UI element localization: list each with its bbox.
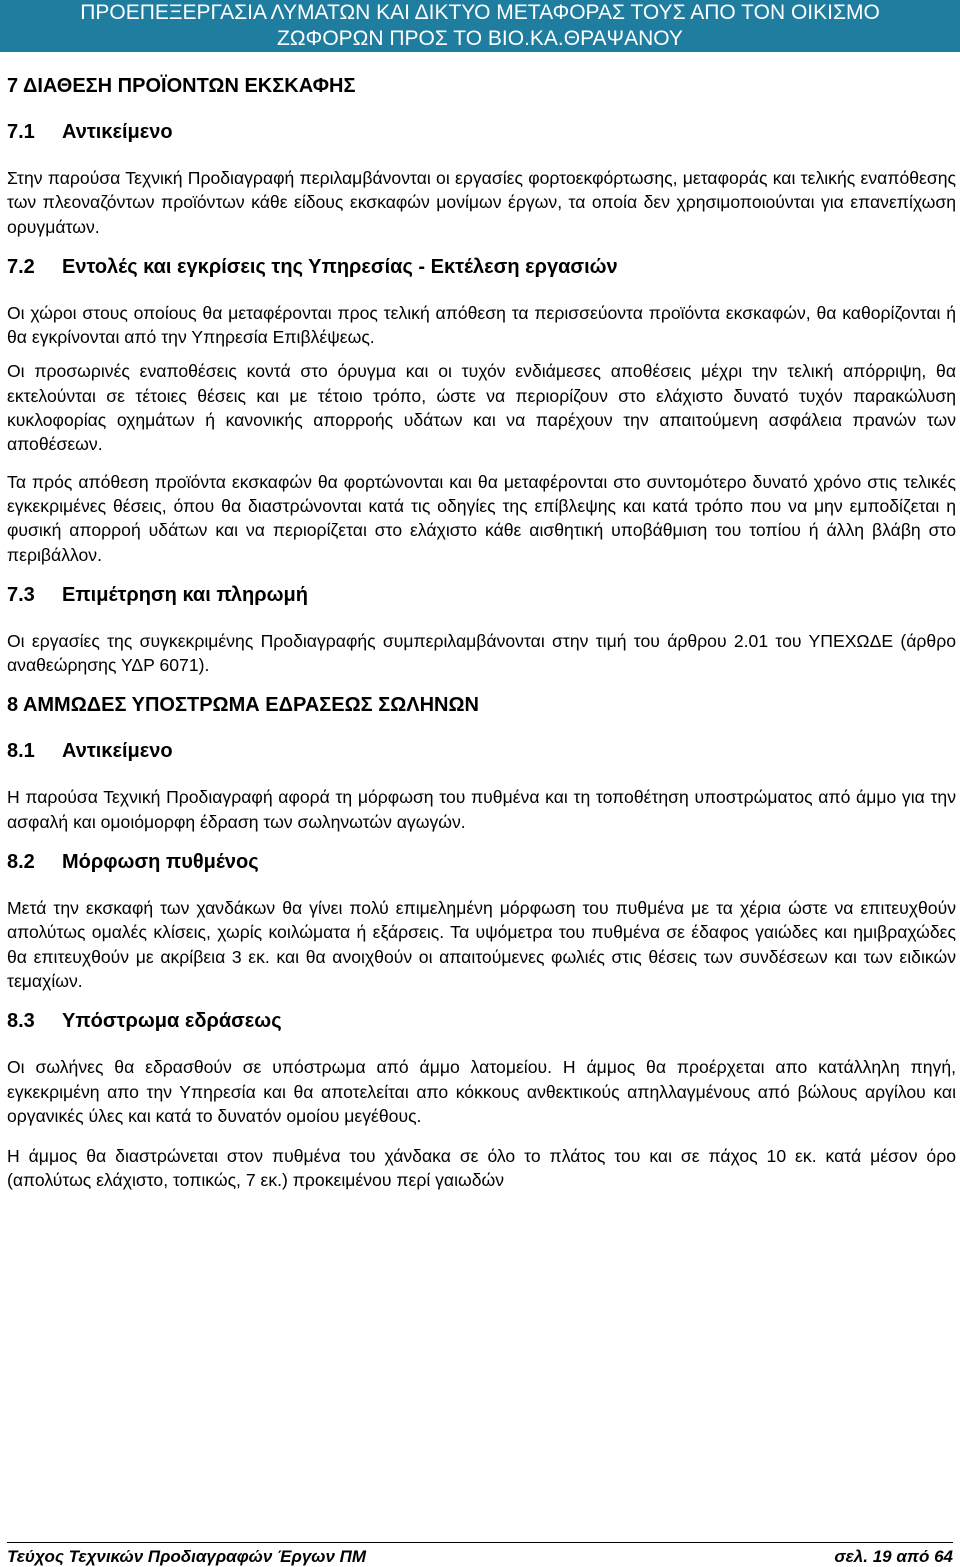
document-body (7, 74, 956, 1215)
paragraph: Στην παρούσα Τεχνική Προδιαγραφή περιλαμβάνονται οι εργασίες φορτοεκφόρτωσης, μεταφοράς και τελικής εναπόθεσης των πλεοναζόντων προϊόντων κάθε είδους εκσκαφών μονίμων έργων, τα οποία δεν χρησιμοποιούνται για επανεπίχωση ορυγμάτων. (7, 168, 956, 237)
section-7-2-heading (7, 255, 956, 279)
section-title: Υπόστρωμα εδράσεως (62, 1010, 282, 1033)
section-8-1-heading (7, 739, 956, 763)
section-7-1-heading (7, 120, 956, 144)
section-number: 8.1 (7, 740, 35, 763)
header-line-2: ΖΩΦΟΡΩΝ ΠΡΟΣ ΤΟ ΒΙΟ.ΚΑ.ΘΡΑΨΑΝΟΥ (277, 27, 683, 50)
section-title: Αντικείμενο (62, 740, 173, 763)
section-number: 8.3 (7, 1010, 35, 1033)
paragraph: Οι προσωρινές εναποθέσεις κοντά στο όρυγμα και οι τυχόν ενδιάμεσες αποθέσεις μέχρι την τελική απόρριψη, θα εκτελούνται σε τέτοιες θέσεις και με τέτοιο τρόπο, ώστε να περιορίζουν στο ελάχιστο δυνατό τυχόν παρακώλυση κυκλοφορίας οχημάτων ή κανονικής απορροής υδάτων και να παρέχουν την απαιτούμενη ασφάλεια πρανών των αποθέσεων. (7, 361, 956, 455)
paragraph: Μετά την εκσκαφή των χανδάκων θα γίνει πολύ επιμελημένη μόρφωση του πυθμένα με τα χέρια ώστε να επιτευχθούν απολύτως ομαλές κλίσεις, χωρίς κοιλώματα ή εξάρσεις. Τα υψόμετρα του πυθμένα σε έδαφος γαιώδες και ημιβραχώδες θα επιτευχθούν με ακρίβεια 3 εκ. και θα ανοιχθούν οι απαιτούμενες φωλιές στις θέσεις των συνδέσεων και των ειδικών τεμαχίων. (7, 898, 956, 991)
page-footer (7, 1542, 953, 1567)
paragraph: Οι σωλήνες θα εδρασθούν σε υπόστρωμα από άμμο λατομείου. Η άμμος θα προέρχεται απο κατάλληλη πηγή, εγκεκριμένη απο την Υπηρεσία και θα αποτελείται απο κόκκους ανθεκτικούς απηλλαγμένους από βώλους αργίλου και οργανικές ύλες και κατά το δυνατόν ομοίου μεγέθους. (7, 1057, 956, 1126)
section-title: Μόρφωση πυθμένος (62, 851, 259, 874)
section-number: 8.2 (7, 851, 35, 874)
footer-page-number: σελ. 19 από 64 (834, 1547, 953, 1566)
section-8-2-heading (7, 850, 956, 874)
paragraph: Τα πρός απόθεση προϊόντα εκσκαφών θα φορτώνονται και θα μεταφέρονται στο συντομότερο δυνατό χρόνο στις τελικές εγκεκριμένες θέσεις, όπου θα διαστρώνονται κατά τις οδηγίες της επίβλεψης και κατά τρόπο που να μην εμποδίζεται η φυσική απορροή υδάτων και να περιορίζεται στο ελάχιστο κάθε αισθητική υποβάθμιση του τοπίου ή άλλη βλάβη στο περιβάλλον. (7, 471, 956, 565)
footer-document-title: Τεύχος Τεχνικών Προδιαγραφών Έργων ΠΜ (7, 1547, 367, 1566)
section-7-heading: 7 ΔΙΑΘΕΣΗ ΠΡΟΪΟΝΤΩΝ ΕΚΣΚΑΦΗΣ (7, 75, 356, 97)
paragraph: Οι εργασίες της συγκεκριμένης Προδιαγραφής συμπεριλαμβάνονται στην τιμή του άρθρου 2.01 του ΥΠΕΧΩΔΕ (άρθρο αναθεώρησης ΥΔΡ 6071). (7, 630, 956, 676)
section-8-3-heading (7, 1009, 956, 1033)
paragraph: Η άμμος θα διαστρώνεται στον πυθμένα του χάνδακα σε όλο το πλάτος του και σε πάχος 10 εκ. κατά μέσον όρο (απολύτως ελάχιστο, τοπικώς, 7 εκ.) προκειμένου περί γαιωδών (7, 1146, 956, 1191)
paragraph: Η παρούσα Τεχνική Προδιαγραφή αφορά τη μόρφωση του πυθμένα και τη τοποθέτηση υποστρώματος από άμμο για την ασφαλή και ομοιόμορφη έδραση των σωληνωτών αγωγών. (7, 787, 956, 832)
section-number: 7.1 (7, 121, 35, 143)
section-number: 7.2 (7, 255, 35, 278)
section-title: Αντικείμενο (62, 121, 173, 143)
section-number: 7.3 (7, 583, 35, 606)
paragraph: Οι χώροι στους οποίους θα μεταφέρονται προς τελική απόθεση τα περισσεύοντα προϊόντα εκσκαφών, θα καθορίζονται ή θα εγκρίνονται από την Υπηρεσία Επιβλέψεως. (7, 302, 956, 348)
section-title: Εντολές και εγκρίσεις της Υπηρεσίας - Εκτέλεση εργασιών (62, 255, 618, 278)
page-header (0, 0, 960, 52)
section-title: Επιμέτρηση και πληρωμή (62, 583, 308, 606)
header-line-1: ΠΡΟΕΠΕΞΕΡΓΑΣΙΑ ΛΥΜΑΤΩΝ ΚΑΙ ΔΙΚΤΥΟ ΜΕΤΑΦΟΡΑΣ ΤΟΥΣ ΑΠΟ ΤΟΝ ΟΙΚΙΣΜΟ (80, 1, 880, 24)
section-7-3-heading (7, 583, 956, 607)
section-8-heading: 8 ΑΜΜΩΔΕΣ ΥΠΟΣΤΡΩΜΑ ΕΔΡΑΣΕΩΣ ΣΩΛΗΝΩΝ (7, 694, 479, 717)
